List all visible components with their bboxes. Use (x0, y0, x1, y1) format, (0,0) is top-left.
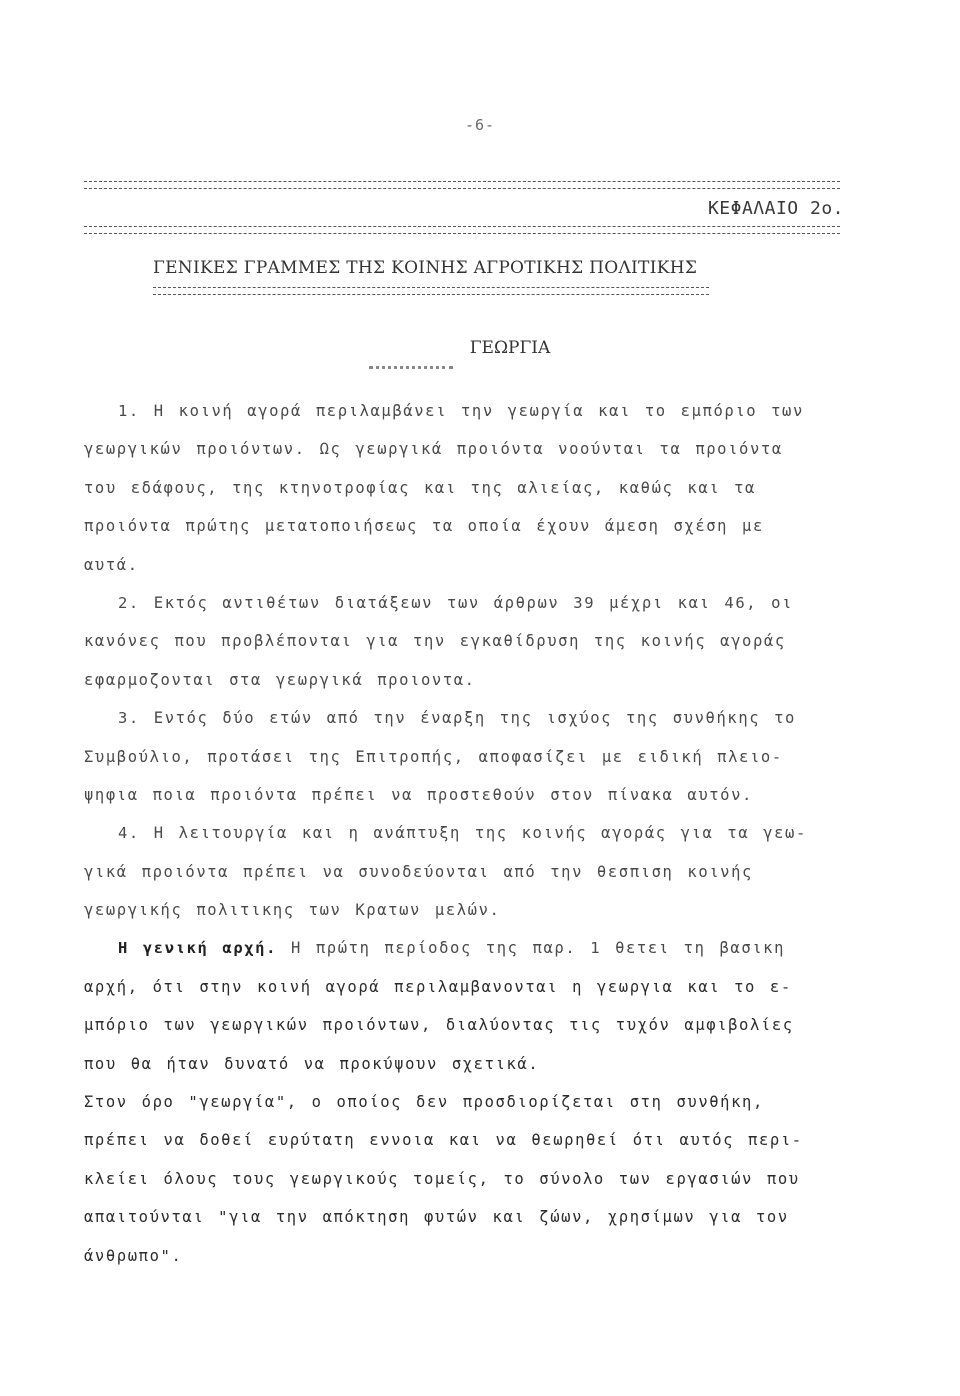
text-line: πρέπει να δοθεί ευρύτατη εννοια και να θεωρηθεί ότι αυτός περι- (84, 1131, 803, 1150)
chapter-label: ΚΕΦΑΛΑΙΟ 2ο. (707, 198, 844, 219)
main-title: ΓΕΝΙΚΕΣ ΓΡΑΜΜΕΣ ΤΗΣ ΚΟΙΝΗΣ ΑΓΡΟΤΙΚΗΣ ΠΟΛΙΤΙΚΗΣ (153, 258, 698, 278)
text-line: γεωργικών προιόντων. Ως γεωργικά προιόντα νοούνται τα προιόντα (84, 440, 783, 459)
section-underline (369, 366, 453, 373)
text-line: άνθρωπο". (84, 1246, 183, 1265)
text-line: γεωργικής πολιτικης των Κρατων μελών. (84, 901, 501, 920)
text-run: Η πρώτη περίοδος της παρ. 1 θετει τη βασικη (277, 939, 786, 958)
text-line: 2. Εκτός αντιθέτων διατάξεων των άρθρων 39 μέχρι και 46, οι (118, 593, 793, 612)
text-line: μπόριο των γεωργικών προιόντων, διαλύοντας τις τυχόν αμφιβολίες (84, 1016, 794, 1035)
text-line: που θα ήταν δυνατό να προκύψουν σχετικά. (84, 1054, 540, 1073)
text-line: Συμβούλιο, προτάσει της Επιτροπής, αποφασίζει με ειδική πλειο- (84, 747, 783, 766)
section-title: ΓΕΩΡΓΙΑ (469, 338, 551, 358)
text-line: γικά προιόντα πρέπει να συνοδεύονται από την θεσπιση κοινής (84, 862, 753, 881)
text-line: αρχή, ότι στην κοινή αγορά περιλαμβανονται η γεωργια και το ε- (84, 977, 792, 996)
text-line: κλείει όλους τους γεωργικούς τομείς, το σύνολο των εργασιών που (84, 1169, 800, 1188)
page-number: -6- (464, 116, 496, 134)
text-line: απαιτούνται "για την απόκτηση φυτών και ζώων, χρησίμων για τον (84, 1208, 789, 1227)
text-line: του εδάφους, της κτηνοτροφίας και της αλιείας, καθώς και τα (84, 478, 756, 497)
text-line (84, 929, 840, 967)
top-double-rule (84, 181, 840, 189)
text-line: ψηφια ποια προιόντα πρέπει να προστεθούν στον πίνακα αυτόν. (84, 785, 753, 804)
body-text (84, 392, 840, 1275)
text-line: αυτά. (84, 555, 139, 574)
text-line: 3. Εντός δύο ετών από την έναρξη της ισχύος της συνθήκης το (118, 709, 796, 728)
title-underline (153, 287, 709, 295)
text-line: εφαρμοζονται στα γεωργικά προιοντα. (84, 670, 476, 689)
text-line: κανόνες που προβλέπονται για την εγκαθίδρυση της κοινής αγοράς (84, 632, 786, 651)
chapter-double-rule (84, 226, 840, 234)
text-line: 1. Η κοινή αγορά περιλαμβάνει την γεωργία και το εμπόριο των (118, 402, 804, 420)
text-line: 4. Η λειτουργία και η ανάπτυξη της κοινής αγοράς για τα γεω- (118, 824, 807, 843)
text-line: Στον όρο "γεωργία", ο οποίος δεν προσδιορίζεται στη συνθήκη, (84, 1093, 764, 1112)
text-line: προιόντα πρώτης μετατοποιήσεως τα οποία έχουν άμεση σχέση με (84, 517, 764, 536)
general-principle-heading: Η γενική αρχή. (118, 939, 278, 958)
